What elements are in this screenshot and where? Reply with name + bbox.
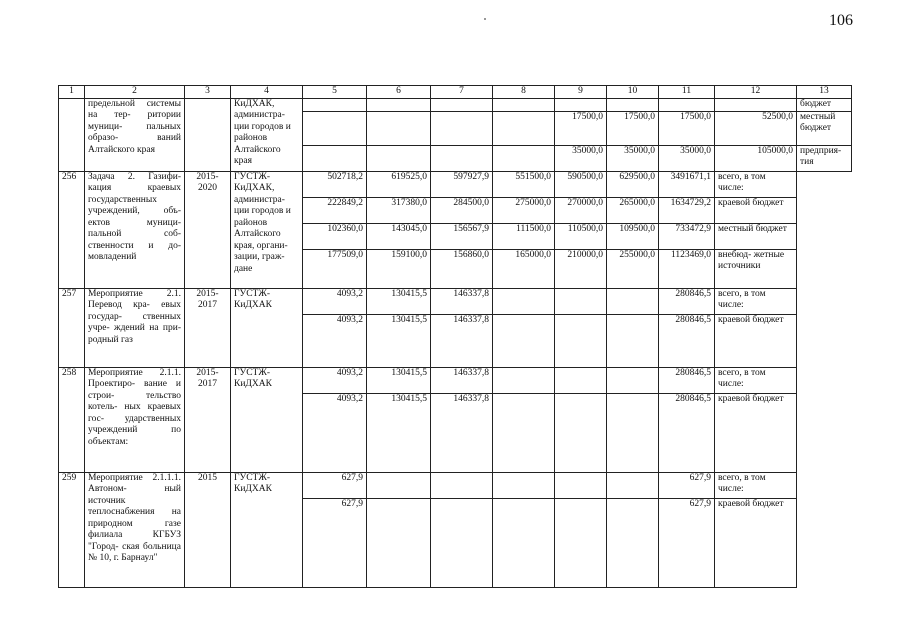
col-header: 3 <box>185 86 231 99</box>
executor: ГУСТЖ- КиДХАК, администра- ции городов и районов Алтайского края, органи- зации, граж- дане <box>231 171 303 288</box>
funding-source: краевой бюджет <box>715 197 797 223</box>
funding-source: краевой бюджет <box>715 498 797 587</box>
row-number: 259 <box>59 472 85 587</box>
col-header: 4 <box>231 86 303 99</box>
funding-source: краевой бюджет <box>715 314 797 367</box>
total-cell: 105000,0 <box>715 145 797 171</box>
executor: ГУСТЖ- КиДХАК <box>231 288 303 367</box>
table-row: 259 Мероприятие 2.1.1.1. Автоном- ный источник теплоснабжения на природном газе филиала КГБУЗ "Город- ская больница № 10, г. Барнаул" 2015 ГУСТЖ- КиДХАК 627,9 627,9 всего, в том числе: <box>59 472 852 498</box>
header-row <box>59 86 852 99</box>
total-cell: 280846,5 <box>659 288 715 314</box>
funding-source: всего, в том числе: <box>715 472 797 498</box>
total-cell: 627,9 <box>659 498 715 587</box>
funding-source: местный бюджет <box>715 223 797 249</box>
col-header: 13 <box>797 86 852 99</box>
funding-source: всего, в том числе: <box>715 288 797 314</box>
total-cell: 280846,5 <box>659 367 715 393</box>
period: 2015- 2020 <box>185 171 231 288</box>
table-row: 222849,2 317380,0 284500,0 275000,0 270000,0 265000,0 1634729,2 краевой бюджет <box>59 197 852 223</box>
funding-source: всего, в том числе: <box>715 367 797 393</box>
col-header: 12 <box>715 86 797 99</box>
table-row: 627,9 627,9 краевой бюджет <box>59 498 852 587</box>
scan-speck <box>484 18 486 20</box>
col-header: 1 <box>59 86 85 99</box>
row-number: 258 <box>59 367 85 472</box>
col-header: 6 <box>367 86 431 99</box>
col-header: 5 <box>303 86 367 99</box>
table-row: 102360,0 143045,0 156567,9 111500,0 110500,0 109500,0 733472,9 местный бюджет <box>59 223 852 249</box>
total-cell: 280846,5 <box>659 314 715 367</box>
funding-source: бюджет <box>797 98 852 111</box>
funding-source: предприя- тия <box>797 145 852 171</box>
page-number: 106 <box>829 12 853 29</box>
funding-source: местный бюджет <box>797 111 852 145</box>
funding-source: краевой бюджет <box>715 393 797 472</box>
activity-name: Мероприятие 2.1.1. Проектиро- вание и строи- тельство котель- ных краевых гос- ударственных учреждений по объектам: <box>85 367 185 472</box>
total-cell: 3491671,1 <box>659 171 715 197</box>
table-row: 35000,0 35000,0 35000,0 105000,0 предприя- тия <box>59 145 852 171</box>
total-cell: 627,9 <box>659 472 715 498</box>
activity-name: Мероприятие 2.1.1.1. Автоном- ный источник теплоснабжения на природном газе филиала КГБУЗ "Город- ская больница № 10, г. Барнаул" <box>85 472 185 587</box>
total-cell: 733472,9 <box>659 223 715 249</box>
table-row: 177509,0 159100,0 156860,0 165000,0 210000,0 255000,0 1123469,0 внебюд- жетные источники <box>59 249 852 288</box>
funding-source: внебюд- жетные источники <box>715 249 797 288</box>
col-header: 11 <box>659 86 715 99</box>
table-row: 4093,2 130415,5 146337,8 280846,5 краевой бюджет <box>59 314 852 367</box>
col-header: 7 <box>431 86 493 99</box>
total-cell: 1123469,0 <box>659 249 715 288</box>
col-header: 10 <box>607 86 659 99</box>
total-cell <box>715 98 797 111</box>
table-row: 4093,2 130415,5 146337,8 280846,5 краевой бюджет <box>59 393 852 472</box>
activity-name: Задача 2. Газифи- кация краевых государственных учреждений, объ- ектов муници- пальной соб- ственности и до- мовладений <box>85 171 185 288</box>
total-cell: 52500,0 <box>715 111 797 145</box>
col-header: 9 <box>555 86 607 99</box>
program-table <box>58 85 852 588</box>
activity-name: Мероприятие 2.1. Перевод кра- евых государ- ственных учре- ждений на при- родный газ <box>85 288 185 367</box>
table-row: 258 Мероприятие 2.1.1. Проектиро- вание и строи- тельство котель- ных краевых гос- ударственных учреждений по объектам: 2015- 2017 ГУСТЖ- КиДХАК 4093,2 130415,5 146337,8 280846,5 всего, в том числе: <box>59 367 852 393</box>
col-header: 2 <box>85 86 185 99</box>
table-row: 257 Мероприятие 2.1. Перевод кра- евых государ- ственных учре- ждений на при- родный газ 2015- 2017 ГУСТЖ- КиДХАК 4093,2 130415,5 146337,8 280846,5 всего, в том числе: <box>59 288 852 314</box>
period: 2015- 2017 <box>185 367 231 472</box>
executor: ГУСТЖ- КиДХАК <box>231 472 303 587</box>
total-cell: 280846,5 <box>659 393 715 472</box>
table-row: 17500,0 17500,0 17500,0 52500,0 местный бюджет <box>59 111 852 145</box>
table-row <box>59 98 852 111</box>
activity-name: предельной системы на тер- ритории муници- пальных образо- ваний Алтайского края <box>85 98 185 171</box>
executor: КиДХАК, администра- ции городов и районов Алтайского края <box>231 98 303 171</box>
row-number: 256 <box>59 171 85 288</box>
funding-source: всего, в том числе: <box>715 171 797 197</box>
total-cell: 1634729,2 <box>659 197 715 223</box>
col-header: 8 <box>493 86 555 99</box>
period: 2015- 2017 <box>185 288 231 367</box>
executor: ГУСТЖ- КиДХАК <box>231 367 303 472</box>
row-number: 257 <box>59 288 85 367</box>
table-row: 256 Задача 2. Газифи- кация краевых государственных учреждений, объ- ектов муници- пальной соб- ственности и до- мовладений 2015- 2020 ГУСТЖ- КиДХАК, администра- ции городов и районов Алтайского края, органи- зации, граж- дане 502718,2 619525,0 597927,9 551500,0 590500,0 629500,0 3491671,1 всего, в том числе: <box>59 171 852 197</box>
period: 2015 <box>185 472 231 587</box>
